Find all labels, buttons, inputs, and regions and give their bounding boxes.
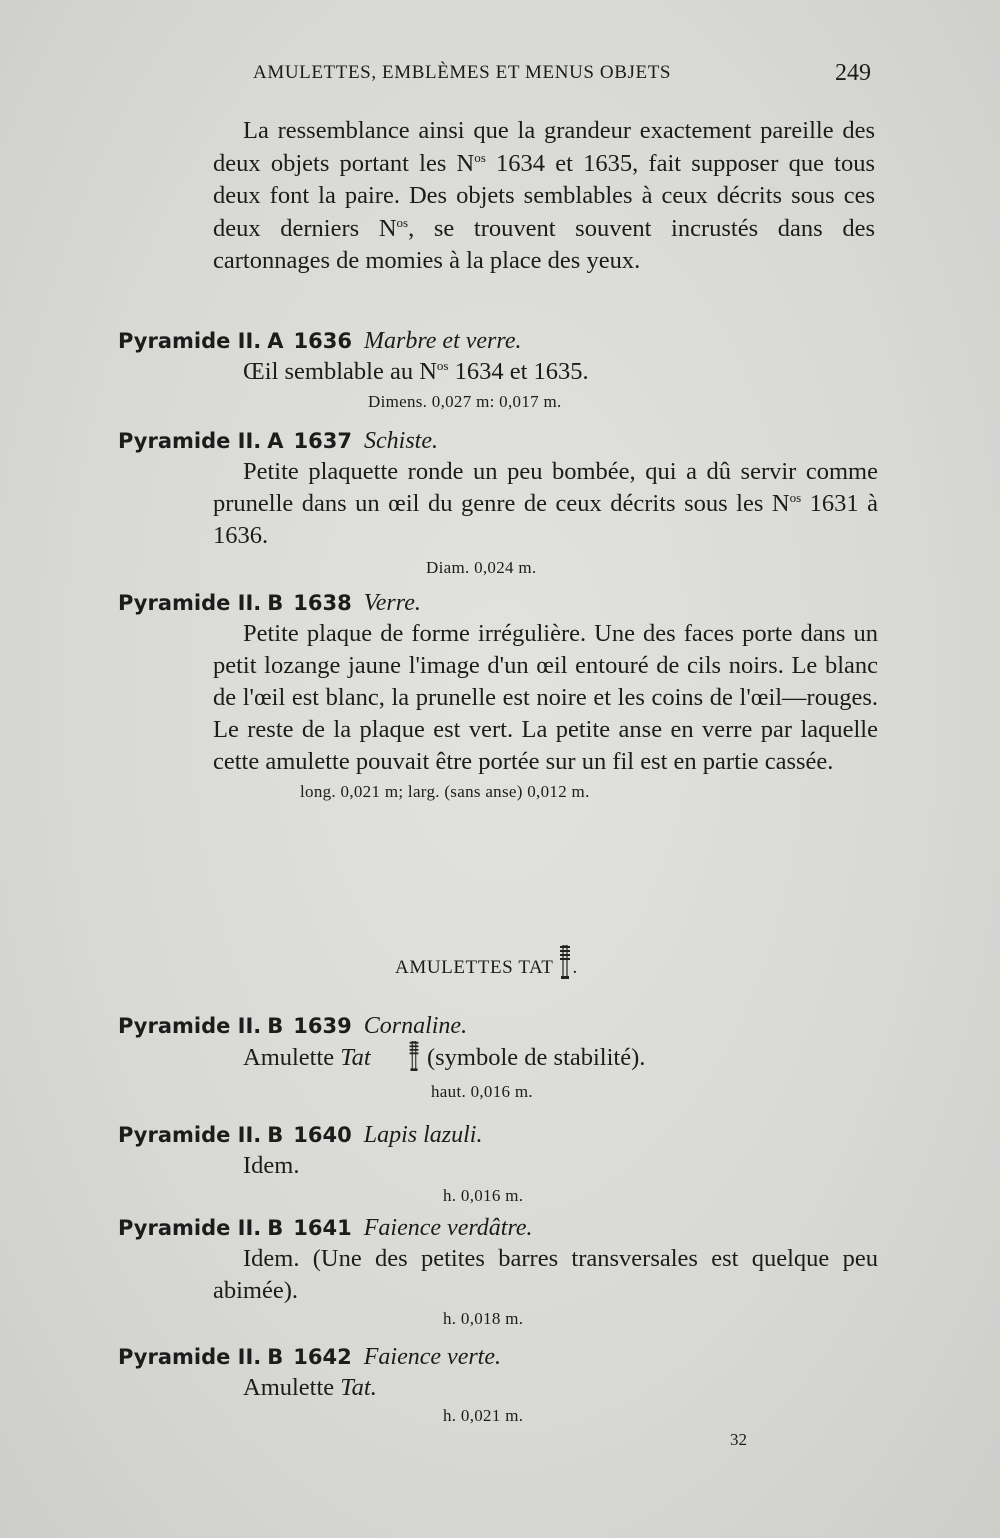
entry-letter: B (267, 591, 284, 615)
section-title (395, 945, 578, 985)
entry-measurement: Dimens. 0,027 m: 0,017 m. (368, 392, 562, 411)
entry-description: Idem. (243, 1152, 300, 1179)
entry-description (213, 1372, 878, 1404)
entry-heading (118, 1342, 878, 1372)
intro-text-3: , se trouvent souvent incrustés dans des cartonnages de momies à la place des yeux. (213, 214, 875, 274)
desc-text: Amulette (243, 1374, 335, 1401)
desc-italic: Tat. (340, 1374, 377, 1401)
catalog-entry-1636 (118, 326, 878, 414)
entry-number: 1640 (293, 1123, 352, 1147)
djed-pillar-icon (558, 945, 572, 985)
entry-number: 1637 (293, 429, 352, 453)
catalog-entry-1641 (118, 1213, 878, 1331)
entry-number: 1641 (293, 1216, 352, 1240)
entry-measurement: haut. 0,016 m. (431, 1082, 533, 1101)
entry-material: Lapis lazuli. (363, 1122, 483, 1148)
entry-heading (118, 326, 878, 356)
catalog-entry-1637 (118, 426, 878, 580)
running-head: AMULETTES, EMBLÈMES ET MENUS OBJETS (253, 62, 672, 83)
entry-letter: B (267, 1014, 284, 1038)
entry-material: Verre. (363, 590, 421, 616)
entry-measurement: h. 0,021 m. (443, 1406, 524, 1425)
section-title-end: . (572, 957, 578, 978)
entry-measurement: Diam. 0,024 m. (426, 558, 537, 577)
catalog-entry-1642 (118, 1342, 878, 1428)
intro-text-1: La ressemblance ainsi que la grandeur exactement pareille des deux objets portant les N (213, 117, 875, 177)
entry-letter: B (267, 1216, 284, 1240)
page-number: 249 (835, 60, 871, 86)
entry-heading (118, 1011, 878, 1041)
desc-text: Œil semblable au N (243, 358, 437, 385)
entry-letter: A (267, 329, 284, 353)
intro-text-2: 1634 et 1635, fait supposer que tous deux font la paire. Des objets semblables à ceux décrits sous ces deux derniers N (213, 149, 876, 242)
entry-material: Faience verdâtre. (363, 1215, 533, 1241)
entry-description (213, 356, 878, 388)
desc-sup: os (436, 358, 449, 373)
desc-sup: os (789, 490, 802, 505)
desc-italic: Tat (340, 1044, 371, 1071)
catalog-entry-1640 (118, 1120, 878, 1208)
entry-measurement: long. 0,021 m; larg. (sans anse) 0,012 m. (300, 782, 590, 801)
entry-location: Pyramide II. (118, 1345, 262, 1369)
entry-measurement: h. 0,018 m. (443, 1309, 524, 1328)
desc-text: 1634 et 1635. (448, 358, 589, 385)
entry-material: Schiste. (364, 428, 438, 454)
entry-heading (118, 1120, 878, 1150)
desc-text: (symbole de stabilité). (426, 1044, 646, 1071)
intro-sup-2: os (396, 214, 409, 230)
desc-text: 1631 à 1636. (213, 490, 878, 549)
entry-number: 1638 (293, 591, 352, 615)
entry-description (213, 1041, 878, 1080)
signature-mark: 32 (730, 1430, 747, 1449)
entry-heading (118, 426, 878, 456)
entry-measurement: h. 0,016 m. (443, 1186, 524, 1205)
catalog-entry-1638 (118, 588, 878, 804)
entry-location: Pyramide II. (118, 1216, 262, 1240)
intro-sup-1: os (474, 149, 486, 165)
entry-material: Faience verte. (363, 1344, 501, 1370)
entry-location: Pyramide II. (118, 429, 262, 453)
djed-pillar-icon (377, 1041, 421, 1080)
entry-heading (118, 588, 878, 618)
entry-description: Petite plaque de forme irrégulière. Une des faces porte dans un petit lozange jaune l'image d'un œil entouré de cils noirs. Le blanc de l'œil est blanc, la prunelle est noire et les coins de l'œil—rouges. Le reste de la plaque est vert. La petite anse en verre par laquelle cette amulette pouvait être portée sur un fil est en partie cassée. (213, 620, 878, 775)
entry-number: 1636 (293, 329, 352, 353)
entry-location: Pyramide II. (118, 329, 262, 353)
entry-description: Idem. (Une des petites barres transversales est quelque peu abimée). (213, 1245, 878, 1304)
entry-material: Cornaline. (363, 1013, 468, 1039)
desc-text: Petite plaquette ronde un peu bombée, qui a dû servir comme prunelle dans un œil du genre de ceux décrits sous les N (213, 458, 878, 517)
entry-location: Pyramide II. (118, 1123, 262, 1147)
section-title-text: AMULETTES TAT (395, 957, 554, 978)
entry-letter: A (267, 429, 284, 453)
entry-number: 1639 (293, 1014, 352, 1038)
catalog-entry-1639 (118, 1011, 878, 1104)
entry-number: 1642 (293, 1345, 352, 1369)
entry-location: Pyramide II. (118, 1014, 262, 1038)
intro-paragraph (213, 115, 875, 278)
entry-material: Marbre et verre. (364, 328, 522, 354)
entry-letter: B (267, 1123, 284, 1147)
entry-heading (118, 1213, 878, 1243)
desc-text: Amulette (243, 1044, 335, 1071)
entry-location: Pyramide II. (118, 591, 262, 615)
entry-letter: B (267, 1345, 284, 1369)
entry-description (213, 456, 878, 552)
